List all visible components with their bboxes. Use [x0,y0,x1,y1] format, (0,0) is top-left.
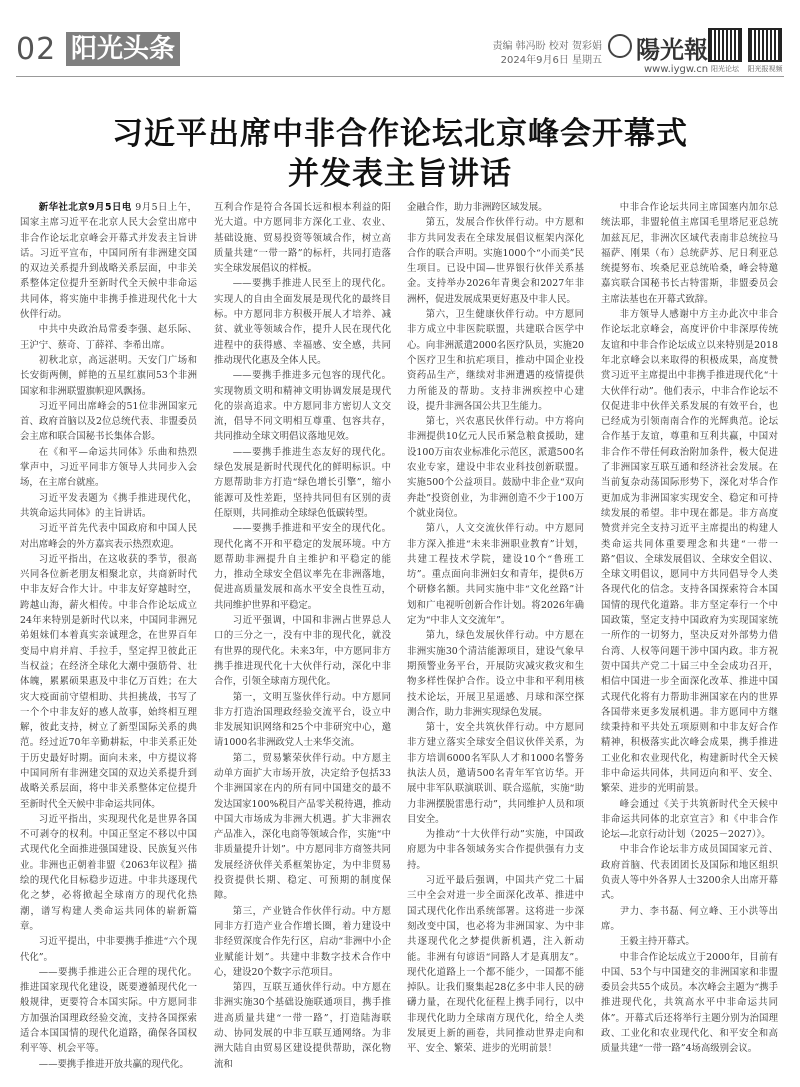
article-paragraph: 第九，绿色发展伙伴行动。中方愿在非洲实施30个清洁能源项目，建设气象早期预警业务平台，开展防灾减灾救灾和生物多样性保护合作。设立中非和平利用核技术论坛，开展卫星遥感、月球和深空探测合作，助力非洲实现绿色发展。 [407,630,584,718]
article-paragraph: 非方领导人感谢中方主办此次中非合作论坛北京峰会，高度评价中非深厚传统友谊和中非合作论坛成立以来特别是2018年北京峰会以来取得的积极成果，高度赞赏习近平主席提出中非携手推进现代化“十大伙伴行动”。他们表示，中非合作论坛不仅促进非中伙伴关系发展的有效平台，也已经成为引领南南合作的光辉典范。论坛合作基于友谊，尊重和互利共赢，中国对非合作不带任何政治附加条件，极大促进了非洲国家互联互通和经济社会发展。在当前复杂动荡国际形势下，深化对华合作更加成为非洲国家实现安全、稳定和可持续发展的希望。非中现在都是。非方高度赞赏并完全支持习近平主席提出的构建人类命运共同体重要理念和共建“一带一路”倡议、全球发展倡议、全球安全倡议、全球文明倡议，愿同中方共同倡导令人类各现代化的信念。支持各国探索符合本国国情的现代化道路。非方坚定奉行一个中国政策，坚定支持中国政府为实现国家统一所作的一切努力，坚决反对外部势力借台湾、人权等问题干涉中国内政。非方祝贺中国共产党二十届三中全会成功召开，相信中国进一步全面深化改革、推进中国式现代化将有力帮助非洲国家在内的世界各国带来更多发展机遇。非方愿同中方继续秉持和平共处五项原则和中非友好合作精神，积极落实此次峰会成果，携手推进工业化和农业现代化，构建新时代全天候非中命运共同体，共同迈向和平、安全、繁荣、进步的光明前景。 [601,309,778,795]
article-paragraph: 峰会通过《关于共筑新时代全天候中非命运共同体的北京宣言》和《中非合作论坛—北京行动计划（2025－2027）》。 [601,798,778,841]
logo-name: 陽光報 [636,35,708,64]
article-paragraph: 金融合作，助力非洲跨区域发展。 [407,202,548,213]
section-title: 阳光头条 [66,32,180,66]
article-paragraph: 互利合作是符合各国长远和根本利益的阳光大道。中方愿同非方深化工业、农业、基础设施、贸易投资等领域合作，树立高质量共建“一带一路”的标杆，共同打造落实全球发展倡议的样板。 [214,202,391,275]
site-url: www.iygw.cn [644,64,709,75]
page-header [0,0,800,82]
article-paragraph: 习近平提出，中非要携手推进“六个现代化”。 [20,936,197,963]
article-paragraph: 中非合作论坛成立于2000年，目前有中国、53个与中国建交的非洲国家和非盟委员会共55个成员。本次峰会主题为“携手推进现代化，共筑高水平中非命运共同体”。开幕式后还将举行主题分别为治国理政、工业化和农业现代化、和平安全和高质量共建“一带一路”4场高级别会议。 [601,951,778,1055]
article-paragraph: 第十，安全共筑伙伴行动。中方愿同非方建立落实全球安全倡议伙伴关系，为非方培训6000名军队人才和1000名警务执法人员，邀请500名青年军官访华。开展中非军队联演联训、联合巡航，实施“助力非洲摆脱雷患行动”，共同维护人员和项目安全。 [407,722,584,825]
header-meta [482,40,602,68]
article-paragraph: 第四，互联互通伙伴行动。中方愿在非洲实施30个基础设施联通项目，携手推进高质量共建“一带一路”，打造陆海联动、协同发展的中非互联互通网络。为非洲大陆自由贸易区建设提供帮助，深化物流和 [214,982,391,1070]
article-paragraph: 王毅主持开幕式。 [619,936,695,948]
article-paragraph: 第三，产业链合作伙伴行动。中方愿同非方打造产业合作增长圈，着力建设中非经贸深度合作先行区，启动“非洲中小企业赋能计划”。共建中非数字技术合作中心，建设20个数字示范项目。 [214,905,391,978]
article-paragraph: ——要携手推进和平安全的现代化。现代化离不开和平稳定的发展环境。中方愿帮助非洲提升自主维护和平稳定的能力，推动全球安全倡议率先在非洲落地，促进高质量发展和高水平安全良性互动，共同维护世界和平稳定。 [214,523,391,611]
article-column-1 [20,200,197,1080]
qr-code-icon [748,28,782,62]
article-paragraph: 在《和平—命运共同体》乐曲和热烈掌声中，习近平同非方领导人共同步入会场，在主席台就座。 [20,446,197,489]
editors-line: 责编 韩冯盼 校对 贺彩娟 [492,41,602,52]
article-paragraph: 中非合作论坛共同主席国塞内加尔总统法耶，非盟轮值主席国毛里塔尼亚总统加兹瓦尼，非洲次区域代表南非总统拉马福萨、刚果（布）总统萨苏、尼日利亚总统提努布、埃桑尼亚总统哈桑，峰会特邀嘉宾联合国秘书长古特雷斯，非盟委员会主席法基也在开幕式致辞。 [601,202,778,305]
article-paragraph: 第二，贸易繁荣伙伴行动。中方愿主动单方面扩大市场开放，决定给予包括33个非洲国家在内的所有同中国建交的最不发达国家100%税目产品零关税待遇，推动中国大市场成为非洲大机遇。扩大非洲农产品准入，深化电商等领域合作，实施“中非质量提升计划”。中方愿同非方商签共同发展经济伙伴关系框架协定，为中非贸易投资提供长期、稳定、可预期的制度保障。 [214,752,391,902]
article-paragraph: 第七，兴农惠民伙伴行动。中方将向非洲提供10亿元人民币紧急粮食援助，建设100万亩农业标准化示范区，派遣500名农业专家，建设中非农业科技创新联盟。实施500个公益项目。鼓励中非企业“双向奔赴”投资创业，为非洲创造不少于100万个就业岗位。 [407,416,584,519]
page-number: 02 [16,32,57,67]
logo-seal-icon [608,34,632,58]
date-line: 2024年9月6日 星期五 [500,55,602,66]
article-column-4 [601,200,778,1080]
dateline: 新华社北京9月5日电 [38,202,132,213]
article-column-3 [407,200,584,1080]
newspaper-logo [608,30,708,80]
qr-label: 阳光报视频 [747,65,783,73]
article-paragraph: 第五，发展合作伙伴行动。中方愿和非方共同发表在全球发展倡议框架内深化合作的联合声明。实施1000个“小而美”民生项目。已设中国—世界银行伙伴关系基金。支持举办2026年青奥会和2027年非洲杯，促进发展成果更好惠及中非人民。 [407,217,584,305]
qr-label: 阳光论坛 [711,65,739,73]
article-paragraph: 第六，卫生健康伙伴行动。中方愿同非方成立中非医院联盟，共建联合医学中心。向非洲派遣2000名医疗队员，实施20个医疗卫生和抗疟项目，推动中国企业投资药品生产，继续对非洲遭遇的疫情提供力所能及的帮助。支持非洲疾控中心建设，提升非洲各国公共卫生能力。 [407,309,584,412]
article-paragraph: 习近平发表题为《携手推进现代化，共筑命运共同体》的主旨讲话。 [20,492,197,519]
article-paragraph: 新华社北京9月5日电 9月5日上午，国家主席习近平在北京人民大会堂出席中非合作论坛北京峰会开幕式并发表主旨讲话。习近平宣布，中国同所有非洲建交国的双边关系提升到战略关系层面，中非关系整体定位提升至新时代全天候中非命运共同体，将实施中非携手推进现代化十大伙伴行动。 [20,202,197,321]
article-paragraph: ——要携手推进公正合理的现代化。推进国家现代化建设，既要遵循现代化一般规律，更要符合本国实际。中方愿同非方加强治国理政经验交流，支持各国探索适合本国国情的现代化道路，确保各国权利平等、机会平等。 [20,966,197,1055]
article-paragraph: 中非合作论坛非方成员国国家元首、政府首脑、代表团团长及国际和地区组织负责人等中外各界人士3200余人出席开幕式。 [601,844,778,902]
article-paragraph: 中共中央政治局常委李强、赵乐际、王沪宁、蔡奇、丁薛祥、李希出席。 [20,324,197,351]
headline-line-2: 并发表主旨讲话 [288,156,512,192]
article-paragraph: 习近平指出，在这收获的季节，很高兴同各位新老朋友相聚北京，共商新时代中非友好合作大计。中非友好穿越时空，跨越山海，薪火相传。中非合作论坛成立24年来特别是新时代以来，中国同非洲兄弟姐妹们本着真实亲诚理念，在世界百年变局中肩并肩、手拉手，坚定捍卫彼此正当权益；在经济全球化大潮中强筋骨、壮体魄，累累硕果惠及中非亿万百姓；在大灾大疫面前守望相助、共担挑战，书写了一个个中非友好的感人故事，始终相互理解，彼此支持，树立了新型国际关系的典范。经过近70年辛勤耕耘，中非关系正处于历史最好时期。面向未来，中方提议将中国同所有非洲建交国的双边关系提升到战略关系层面，将中非关系整体定位提升至新时代全天候中非命运共同体。 [20,553,197,810]
header-rule [16,76,784,77]
qr-code-icon [708,28,742,62]
article-paragraph: 为推动“十大伙伴行动”实施，中国政府愿为中非各领域务实合作提供强有力支持。 [407,829,584,871]
article-paragraph: ——要携手推进人民至上的现代化。实现人的自由全面发展是现代化的最终目标。中方愿同非方积极开展人才培养、减贫、就业等领域合作，提升人民在现代化进程中的获得感、幸福感、安全感，共同推动现代化惠及全体人民。 [214,278,391,366]
article-paragraph: ——要携手推进生态友好的现代化。绿色发展是新时代现代化的鲜明标识。中方愿帮助非方打造“绿色增长引擎”，缩小能源可及性差距，坚持共同但有区别的责任原则，共同推动全球绿色低碳转型。 [214,446,391,519]
article-paragraph: 初秋北京，高远湛明。天安门广场和长安街两侧，鲜艳的五星红旗同53个非洲国家和非洲联盟旗帜迎风飘扬。 [20,354,197,397]
headline-line-1: 习近平出席中非合作论坛北京峰会开幕式 [112,116,688,152]
article-paragraph: 第一，文明互鉴伙伴行动。中方愿同非方打造治国理政经验交流平台，设立中非发展知识网络和25个中非研究中心，邀请1000名非洲政党人士来华交流。 [214,691,391,749]
article-paragraph: 习近平指出，实现现代化是世界各国不可剥夺的权利。中国正坚定不移以中国式现代化全面推进强国建设、民族复兴伟业。非洲也正朝着非盟《2063年议程》描绘的现代化目标稳步迈进。中非共逐现代化之梦，必将掀起全球南方的现代化热潮，谱写构建人类命运共同体的崭新篇章。 [20,813,197,932]
article-paragraph: ——要携手推进开放共赢的现代化。 [38,1058,189,1070]
article-paragraph: 习近平强调，中国和非洲占世界总人口的三分之一，没有中非的现代化，就没有世界的现代化。未来3年，中方愿同非方携手推进现代化十大伙伴行动，深化中非合作，引领全球南方现代化。 [214,615,391,688]
article-paragraph: 习近平同出席峰会的51位非洲国家元首、政府首脑以及2位总统代表、非盟委员会主席和联合国秘书长集体合影。 [20,400,197,443]
article-paragraph: 第八，人文交流伙伴行动。中方愿同非方深入推进“未来非洲职业教育”计划，共建工程技术学院，建设10个“鲁班工坊”。重点面向非洲妇女和青年，提供6万个研修名额。共同实施中非“文化丝路”计划和广电视听创新合作计划。将2026年确定为“中非人文交流年”。 [407,523,584,627]
article-paragraph: 习近平首先代表中国政府和中国人民对出席峰会的外方嘉宾表示热烈欢迎。 [20,523,197,550]
article-paragraph: 尹力、李书磊、何立峰、王小洪等出席。 [601,905,778,932]
article-column-2 [214,200,391,1080]
article-paragraph: 习近平最后强调，中国共产党二十届三中全会对进一步全面深化改革、推进中国式现代化作出系统部署。这将进一步深刻改变中国，也必将为非洲国家、为中非共逐现代化之梦提供新机遇，注入新动能。非洲有句谚语“同路人才是真朋友”。现代化道路上一个都不能少，一国都不能掉队。让我们聚集起28亿多中非人民的磅礴力量，在现代化征程上携手同行，以中非现代化助力全球南方现代化，给全人类发展更上新的画卷，共同推动世界走向和平、安全、繁荣、进步的光明前景！ [407,875,584,1055]
article-paragraph: ——要携手推进多元包容的现代化。实现物质文明和精神文明协调发展是现代化的崇高追求。中方愿同非方密切人文交流，倡导不同文明相互尊重、包容共存，共同推动全球文明倡议落地见效。 [214,370,391,443]
